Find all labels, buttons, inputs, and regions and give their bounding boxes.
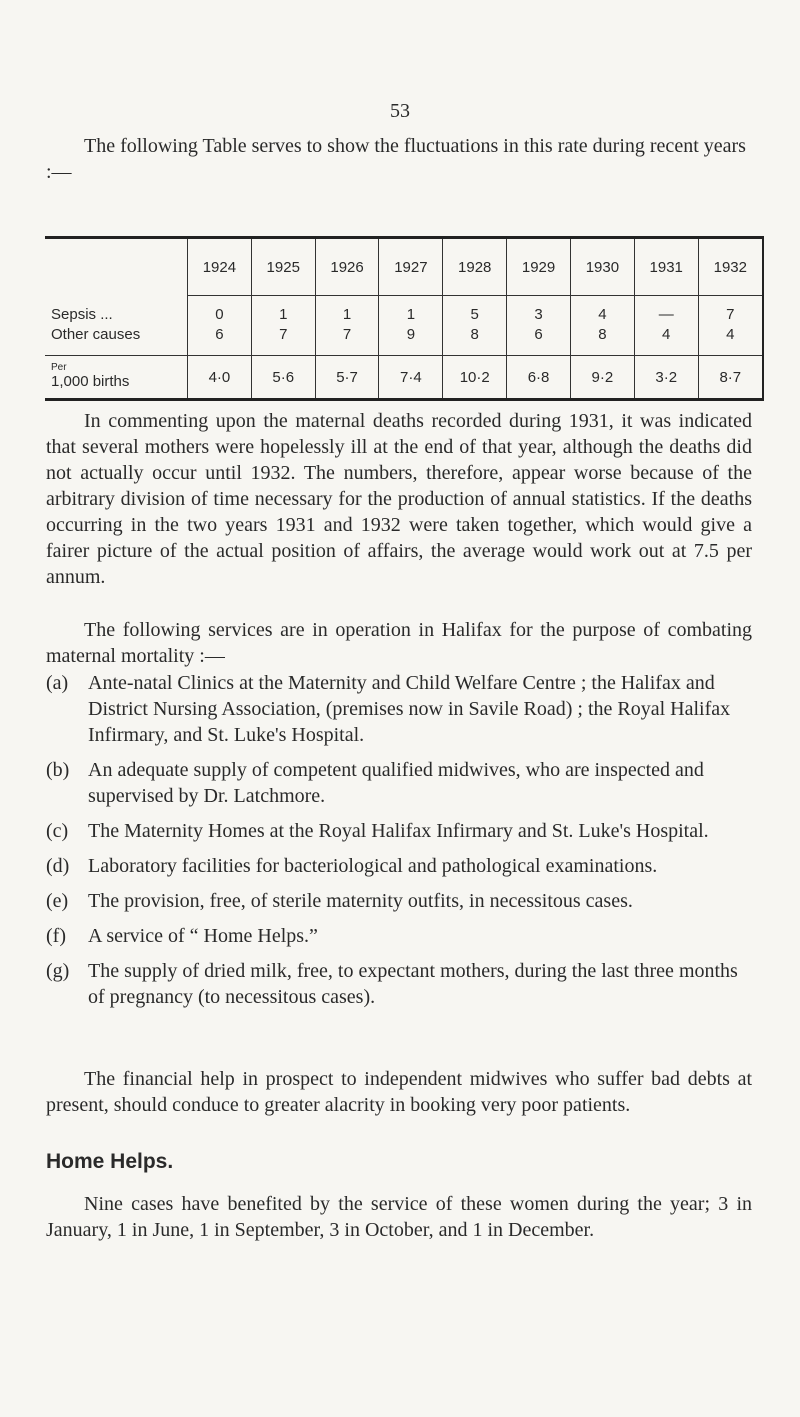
rate-cell: 10·2: [443, 356, 507, 400]
commentary-paragraph: In commenting upon the maternal deaths recorded during 1931, it was indicated that several mothers were hopelessly ill at the end of that year, although the deaths did not actually occur until 1932. The numbers, therefore, appear worse because of the arbitrary division of time necessary for the production of annual statistics. If the deaths occurring in the two years 1931 and 1932 were taken together, which would give a fairer picture of the actual position of affairs, the average would work out at 7.5 per annum.: [46, 410, 752, 588]
list-marker: (f): [46, 925, 66, 947]
page-number: 53: [390, 100, 410, 122]
list-item: [46, 670, 752, 748]
services-intro-paragraph: The following services are in operation in Halifax for the purpose of combating maternal mortality :—: [46, 619, 752, 667]
table-cell: 4: [634, 323, 698, 356]
table-corner-cell: [45, 238, 188, 296]
year-header: 1929: [507, 238, 571, 296]
rate-cell: 5·7: [315, 356, 379, 400]
rate-cell: 5·6: [251, 356, 315, 400]
home-helps-paragraph: Nine cases have benefited by the service of these women during the year; 3 in January, 1 in June, 1 in September, 3 in October, and 1 in December.: [46, 1193, 752, 1241]
row-label: Other causes: [51, 325, 141, 343]
table-cell: 7: [251, 323, 315, 356]
list-item: [46, 888, 752, 914]
rate-label-main: 1,000 births: [51, 373, 130, 390]
list-item: [46, 757, 752, 809]
table-header-row: [45, 238, 763, 296]
table-cell: 4: [698, 323, 763, 356]
table-row-rate: [45, 356, 763, 400]
year-header: 1928: [443, 238, 507, 296]
year-header: 1930: [570, 238, 634, 296]
list-marker: (e): [46, 890, 69, 912]
table-cell: 0: [188, 296, 252, 324]
table-cell: 4: [570, 296, 634, 324]
list-item: [46, 853, 752, 879]
maternal-deaths-table: [45, 236, 764, 401]
list-item-text: The supply of dried milk, free, to expectant mothers, during the last three months of pregnancy (to necessitous cases).: [88, 960, 738, 1008]
rate-cell: 6·8: [507, 356, 571, 400]
year-header: 1927: [379, 238, 443, 296]
table-cell: 8: [443, 323, 507, 356]
rate-cell: 4·0: [188, 356, 252, 400]
year-header: 1926: [315, 238, 379, 296]
table-cell: 1: [379, 296, 443, 324]
list-item-text: A service of “ Home Helps.”: [88, 925, 318, 947]
table-row-sepsis: [45, 296, 763, 324]
list-marker: (a): [46, 672, 69, 694]
table-row-other-causes: [45, 323, 763, 356]
section-heading-home-helps: Home Helps.: [46, 1150, 174, 1173]
year-header: 1925: [251, 238, 315, 296]
list-item-text: The Maternity Homes at the Royal Halifax Infirmary and St. Luke's Hospital.: [88, 820, 709, 842]
table-cell: 5: [443, 296, 507, 324]
year-header: 1932: [698, 238, 763, 296]
table-cell: 8: [570, 323, 634, 356]
table-cell: 1: [251, 296, 315, 324]
rate-cell: 8·7: [698, 356, 763, 400]
year-header: 1924: [188, 238, 252, 296]
rate-cell: 3·2: [634, 356, 698, 400]
table-cell: 7: [698, 296, 763, 324]
row-label: Sepsis ...: [51, 305, 113, 323]
table-cell: 1: [315, 296, 379, 324]
table-cell: 3: [507, 296, 571, 324]
list-marker: (d): [46, 855, 70, 877]
list-item: [46, 818, 752, 844]
table-cell: 9: [379, 323, 443, 356]
list-marker: (c): [46, 820, 69, 842]
table-cell: 7: [315, 323, 379, 356]
list-item-text: Laboratory facilities for bacteriological and pathological examinations.: [88, 855, 658, 877]
list-marker: (b): [46, 759, 70, 781]
table-cell: 6: [188, 323, 252, 356]
list-item: [46, 958, 752, 1010]
rate-label-small: Per: [51, 362, 67, 373]
list-item-text: Ante-natal Clinics at the Maternity and Child Welfare Centre ; the Halifax and District Nursing Association, (premises now in Savile Road) ; the Royal Halifax Infirmary, and St. Luke's Hospital.: [88, 672, 731, 746]
rate-cell: 7·4: [379, 356, 443, 400]
table-cell: 6: [507, 323, 571, 356]
intro-paragraph: The following Table serves to show the fluctuations in this rate during recent years :—: [46, 135, 746, 183]
table-cell: —: [634, 296, 698, 324]
year-header: 1931: [634, 238, 698, 296]
list-item-text: The provision, free, of sterile maternity outfits, in necessitous cases.: [88, 890, 633, 912]
list-item-text: An adequate supply of competent qualified midwives, who are inspected and supervised by Dr. Latchmore.: [88, 759, 704, 807]
rate-row-label: [45, 356, 188, 400]
rate-cell: 9·2: [570, 356, 634, 400]
list-marker: (g): [46, 960, 70, 982]
list-item: [46, 923, 752, 949]
services-list: [46, 670, 752, 1019]
financial-help-paragraph: The financial help in prospect to independent midwives who suffer bad debts at present, should conduce to greater alacrity in booking very poor patients.: [46, 1068, 752, 1116]
